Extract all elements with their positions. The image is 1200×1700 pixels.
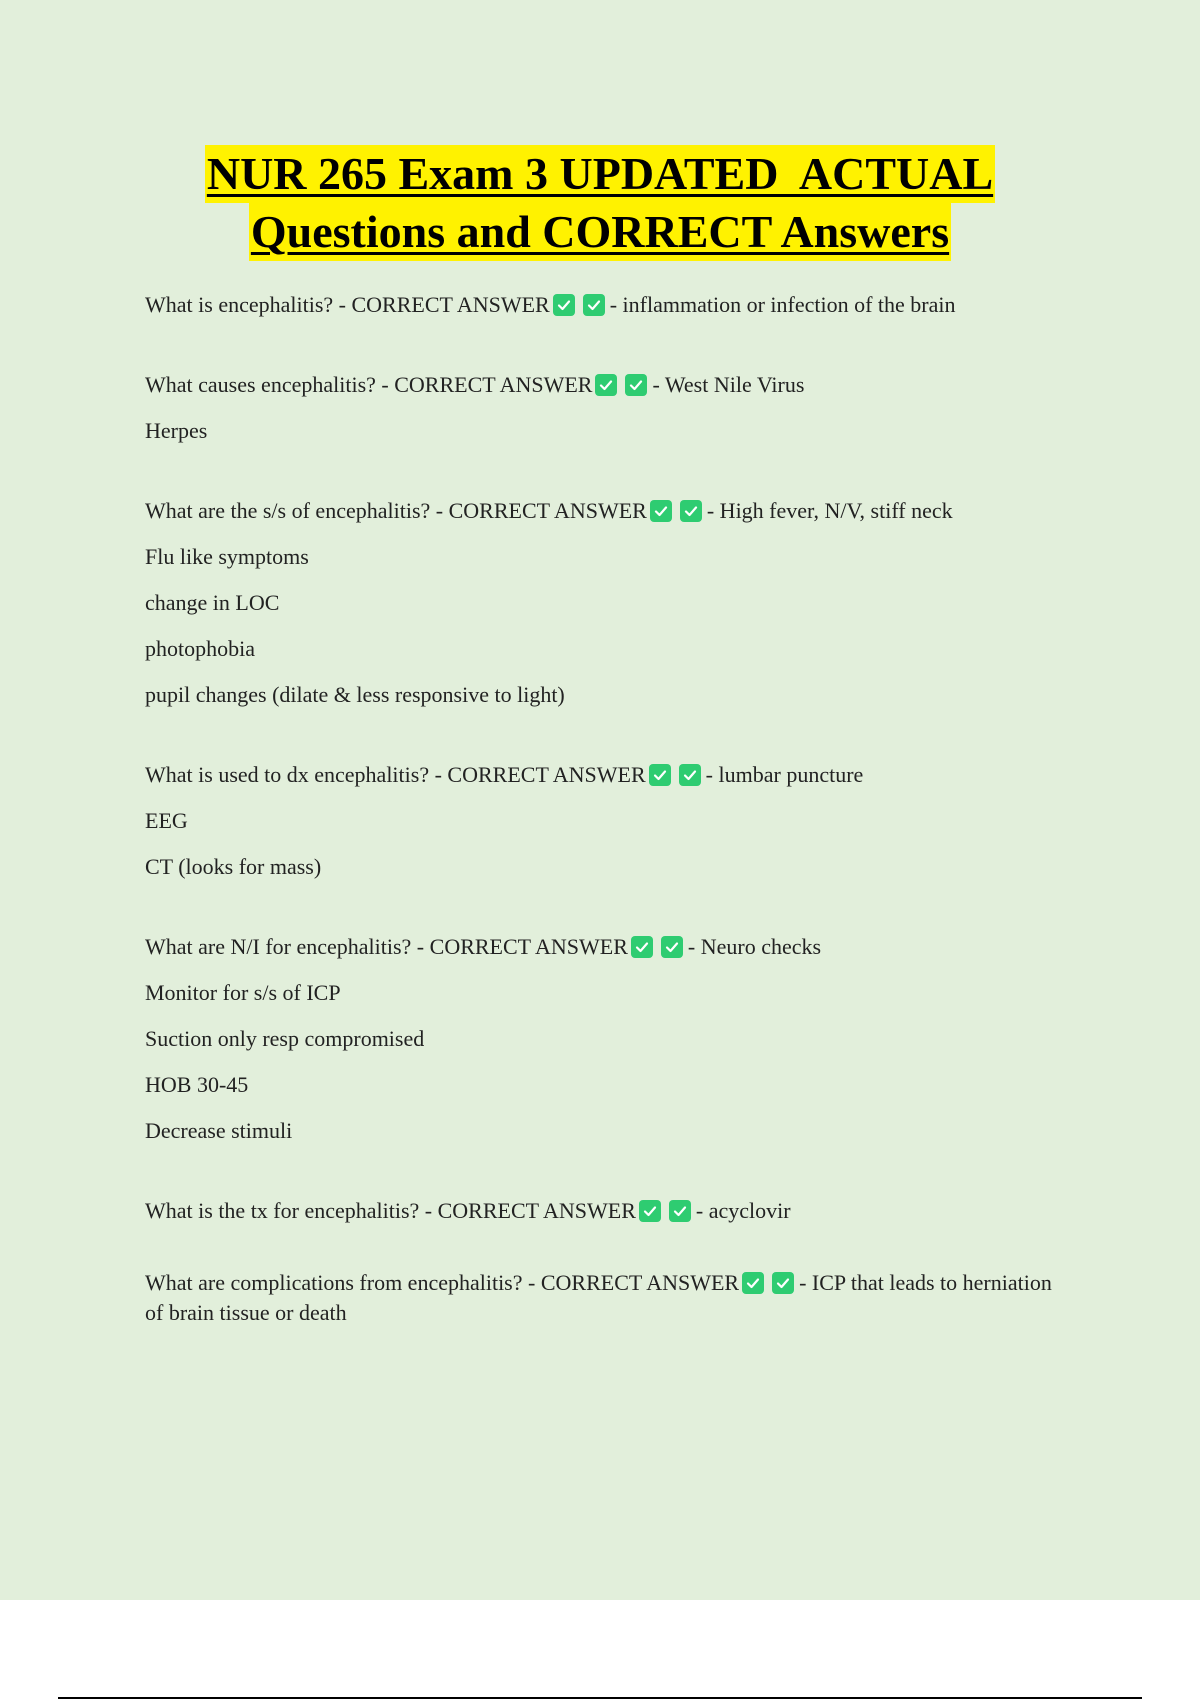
title-line-2: Questions and CORRECT Answers — [249, 203, 951, 261]
checkmark-icon — [669, 1200, 691, 1222]
question-line — [145, 924, 1065, 970]
checkmark-icon — [650, 500, 672, 522]
answer-line: Monitor for s/s of ICP — [145, 980, 341, 1005]
answer-line: Herpes — [145, 418, 208, 443]
question-text: What are complications from encephalitis? - — [145, 1270, 541, 1295]
answer-line: Suction only resp compromised — [145, 1026, 425, 1051]
answer-line: pupil changes (dilate & less responsive to light) — [145, 682, 565, 707]
question-line — [145, 488, 1065, 534]
footer-rule — [58, 1697, 1142, 1699]
answer-line: CT (looks for mass) — [145, 854, 322, 879]
question-line — [145, 362, 1065, 408]
checkmark-icon — [772, 1272, 794, 1294]
qa-item — [145, 1268, 1065, 1328]
document-title — [0, 145, 1200, 261]
title-line-1: NUR 265 Exam 3 UPDATED ACTUAL — [205, 145, 995, 203]
checkmark-icon — [742, 1272, 764, 1294]
question-text: What causes encephalitis? - — [145, 372, 395, 397]
answer-text: - High fever, N/V, stiff neck — [706, 498, 953, 523]
qa-item — [145, 488, 1065, 718]
answer-label: CORRECT ANSWER — [437, 1198, 636, 1223]
qa-item — [145, 362, 1065, 454]
question-text: What is encephalitis? - — [145, 292, 352, 317]
qa-item — [145, 752, 1065, 890]
question-line — [145, 1188, 1065, 1234]
checkmark-icon — [661, 936, 683, 958]
answer-line: Flu like symptoms — [145, 544, 309, 569]
answer-label: CORRECT ANSWER — [447, 762, 646, 787]
question-line — [145, 752, 1065, 798]
answer-text: - acyclovir — [695, 1198, 791, 1223]
answer-text: - inflammation or infection of the brain — [609, 292, 956, 317]
checkmark-icon — [553, 294, 575, 316]
checkmark-icon — [679, 764, 701, 786]
answer-label: CORRECT ANSWER — [394, 372, 593, 397]
answer-label: CORRECT ANSWER — [540, 1270, 740, 1295]
answer-label: CORRECT ANSWER — [448, 498, 647, 523]
answer-line: change in LOC — [145, 590, 280, 615]
question-line — [145, 282, 1065, 328]
answer-line: EEG — [145, 808, 188, 833]
checkmark-icon — [595, 374, 617, 396]
answer-line: Decrease stimuli — [145, 1118, 293, 1143]
question-text: What are N/I for encephalitis? - — [145, 934, 430, 959]
checkmark-icon — [631, 936, 653, 958]
answer-line: HOB 30-45 — [145, 1072, 249, 1097]
answer-text: - West Nile Virus — [652, 372, 805, 397]
checkmark-icon — [680, 500, 702, 522]
qa-item — [145, 1188, 1065, 1234]
checkmark-icon — [583, 294, 605, 316]
qa-list — [145, 282, 1065, 1362]
qa-item — [145, 282, 1065, 328]
answer-label: CORRECT ANSWER — [351, 292, 550, 317]
answer-text: - lumbar puncture — [705, 762, 864, 787]
answer-text: - ICP that leads to herniation of brain tissue or death — [145, 1270, 1052, 1325]
question-line — [145, 1268, 1065, 1328]
checkmark-icon — [625, 374, 647, 396]
checkmark-icon — [649, 764, 671, 786]
answer-label: CORRECT ANSWER — [429, 934, 628, 959]
qa-item — [145, 924, 1065, 1154]
question-text: What is used to dx encephalitis? - — [145, 762, 448, 787]
checkmark-icon — [639, 1200, 661, 1222]
answer-line: photophobia — [145, 636, 255, 661]
question-text: What are the s/s of encephalitis? - — [145, 498, 449, 523]
question-text: What is the tx for encephalitis? - — [145, 1198, 438, 1223]
answer-text: - Neuro checks — [687, 934, 822, 959]
